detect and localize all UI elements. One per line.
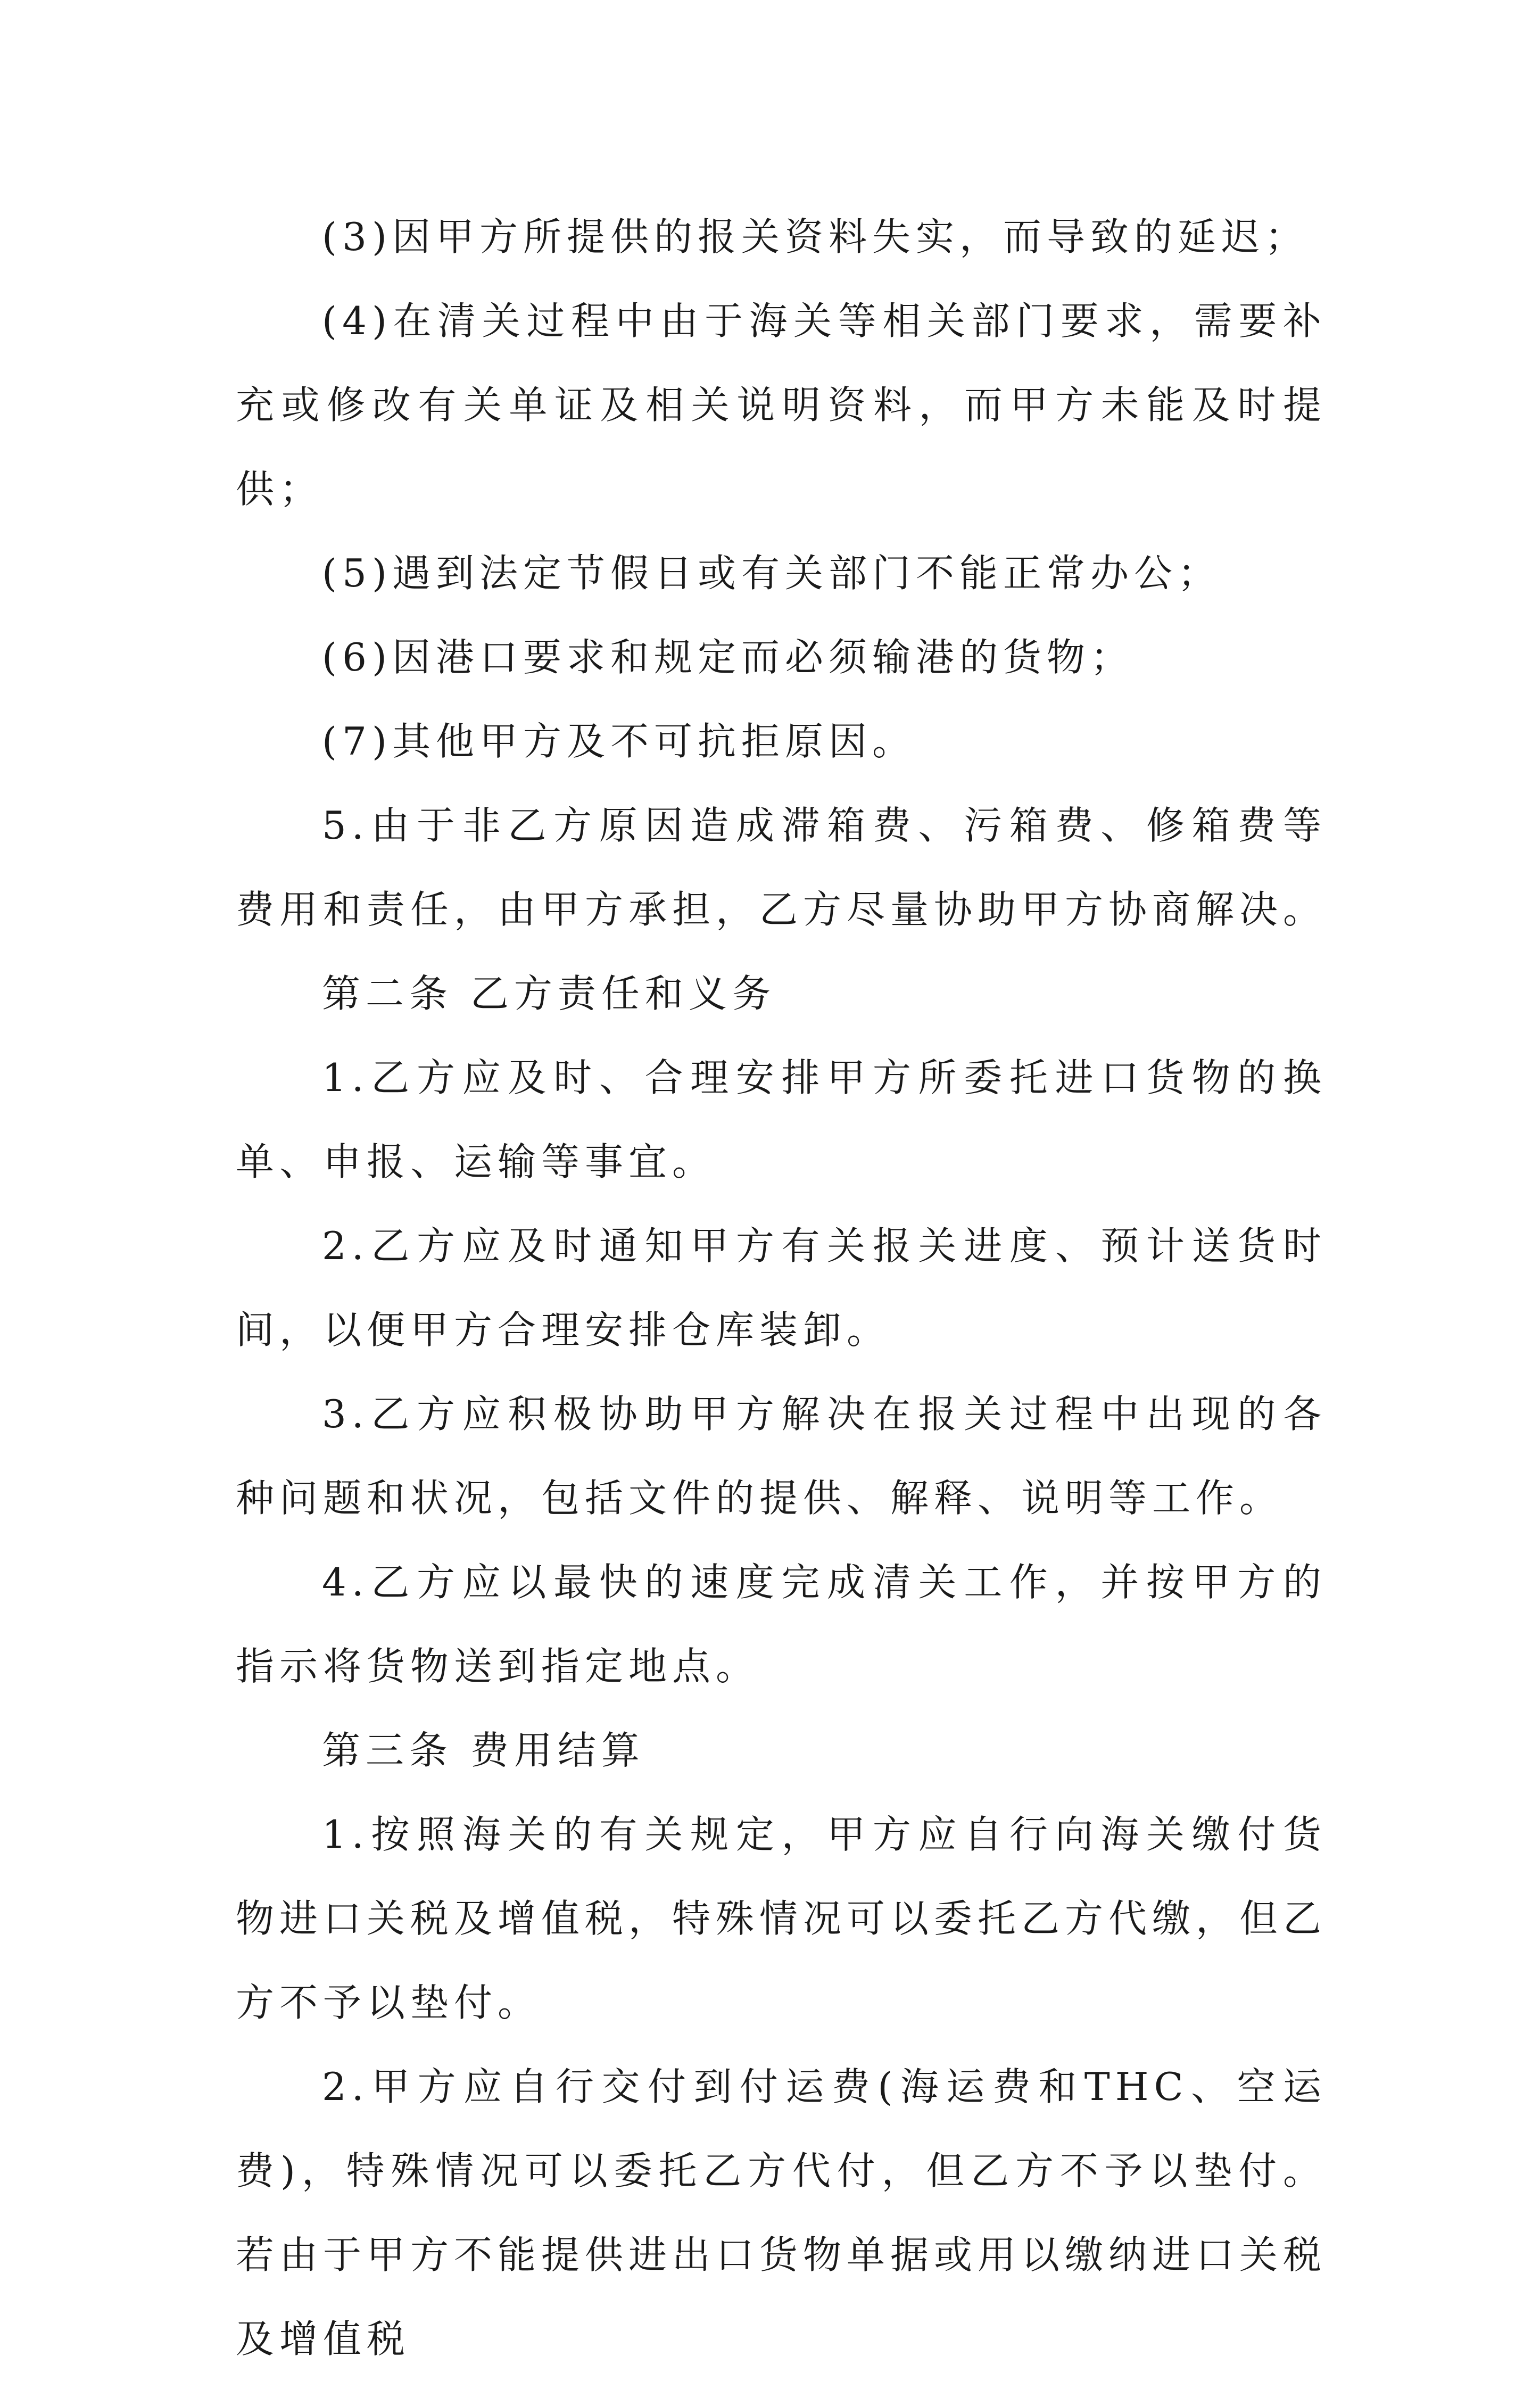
article-2-point-3: 3.乙方应积极协助甲方解决在报关过程中出现的各种问题和状况，包括文件的提供、解释、说明等工作。 [236, 1392, 1327, 1520]
clause-item-6: (6)因港口要求和规定而必须输港的货物； [322, 635, 1134, 680]
article-2-point-1: 1.乙方应及时、合理安排甲方所委托进口货物的换单、申报、运输等事宜。 [236, 1055, 1327, 1184]
clause-item-3: (3)因甲方所提供的报关资料失实，而导致的延迟； [322, 214, 1309, 259]
clause-item-7: (7)其他甲方及不可抗拒原因。 [322, 719, 916, 764]
clause-point-5: 5.由于非乙方原因造成滞箱费、污箱费、修箱费等费用和责任，由甲方承担，乙方尽量协助甲方协商解决。 [236, 803, 1327, 932]
article-2-heading: 第二条 乙方责任和义务 [322, 971, 776, 1016]
clause-item-5: (5)遇到法定节假日或有关部门不能正常办公； [322, 551, 1221, 596]
document-body [236, 195, 1327, 2381]
article-2-point-2: 2.乙方应及时通知甲方有关报关进度、预计送货时间，以便甲方合理安排仓库装卸。 [236, 1223, 1327, 1352]
article-2-point-4: 4.乙方应以最快的速度完成清关工作，并按甲方的指示将货物送到指定地点。 [236, 1560, 1327, 1689]
article-3-point-1: 1.按照海关的有关规定，甲方应自行向海关缴付货物进口关税及增值税，特殊情况可以委托乙方代缴，但乙方不予以垫付。 [236, 1812, 1327, 2025]
article-3-heading: 第三条 费用结算 [322, 1728, 645, 1773]
clause-item-4: (4)在清关过程中由于海关等相关部门要求，需要补充或修改有关单证及相关说明资料，而甲方未能及时提供； [236, 299, 1327, 511]
article-3-point-2: 2.甲方应自行交付到付运费(海运费和THC、空运费)，特殊情况可以委托乙方代付，但乙方不予以垫付。若由于甲方不能提供进出口货物单据或用以缴纳进口关税及增值税 [236, 2064, 1327, 2361]
